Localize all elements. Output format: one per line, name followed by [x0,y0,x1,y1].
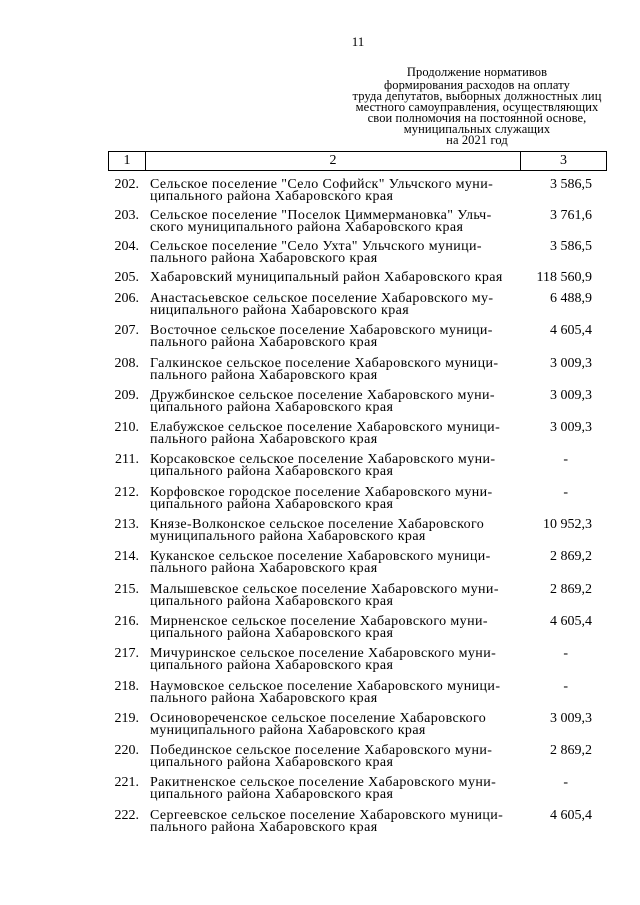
table-row [0,807,640,842]
row-value: 3 586,5 [550,239,592,254]
table-row [0,613,640,648]
row-name [150,678,501,706]
column-header-value: 3 [560,153,567,168]
row-name-line: Галкинское сельское поселение Хабаровского муници- [150,355,499,371]
header-line: муниципальных служащих [403,122,551,136]
row-value: 3 009,3 [550,387,592,403]
row-name [150,745,492,769]
table-row [0,387,640,422]
row-name-line: ниципального района Хабаровского края [150,303,410,318]
row-number: 220. [114,743,139,759]
table-row [0,293,640,325]
row-name-line: ципального района Хабаровского края [150,496,394,512]
row-number: 221. [114,775,139,791]
row-name [150,777,496,801]
row-name [150,519,484,543]
row-value: 2 869,2 [550,581,592,597]
row-name-line: Ракитненское сельское поселение Хабаровского муни- [150,775,497,791]
row-value: 4 605,4 [550,613,592,629]
row-name [150,272,503,284]
row-name-line: Побединское сельское поселение Хабаровского муни- [150,743,493,759]
row-name-line: ципального района Хабаровского края [150,658,394,674]
table-body [0,179,640,842]
row-name-line: Елабужское сельское поселение Хабаровского муници- [150,420,501,436]
row-name [150,325,493,349]
row-name [150,210,492,234]
header-line: на 2021 год [446,133,508,147]
row-value: 3 009,3 [550,710,592,726]
table-row [0,355,640,390]
row-name [150,387,495,415]
row-name-line: Куканское сельское поселение Хабаровского муници- [150,549,491,565]
row-name-line: пального района Хабаровского края [150,251,378,266]
row-name [150,710,487,738]
row-number: 208. [114,355,139,371]
row-value: - [563,775,568,791]
row-name-line: ципального района Хабаровского края [150,787,394,803]
table-row [0,422,640,454]
row-value: 3 761,6 [550,208,592,223]
row-number: 214. [114,549,139,565]
row-name [150,551,491,575]
table-row [0,777,640,809]
row-name-line: ского муниципального района Хабаровского края [150,220,464,235]
row-name [150,241,482,265]
row-name-line: Сельское поселение "Село Софийск" Ульчского муни- [150,177,494,192]
row-name-line: Малышевское сельское поселение Хабаровского муни- [150,581,499,597]
row-name-line: ципального района Хабаровского края [150,625,394,641]
row-name-line: пального района Хабаровского края [150,432,378,448]
row-name-line: Анастасьевское сельское поселение Хабаровского му- [150,291,494,306]
row-number: 212. [114,484,139,500]
row-name [150,293,493,317]
header-line: труда депутатов, выборных должностных лиц [352,89,602,103]
row-value: 3 009,3 [550,355,592,371]
row-name-line: Хабаровский муниципальный район Хабаровского края [150,270,503,285]
row-name-line: Мирненское сельское поселение Хабаровского муни- [150,613,488,629]
row-value: 4 605,4 [550,807,592,823]
table-row [0,551,640,583]
row-name-line: муниципального района Хабаровского края [150,722,426,738]
row-name [150,648,496,672]
row-value: - [563,678,568,694]
row-number: 209. [114,387,139,403]
row-name-line: Наумовское сельское поселение Хабаровского муници- [150,678,501,694]
header-line: местного самоуправления, осуществляющих [355,100,599,114]
row-name [150,355,499,383]
table-row [0,210,640,241]
row-name-line: Сельское поселение "Село Ухта" Ульчского муници- [150,239,482,254]
table-row [0,710,640,745]
table-row [0,648,640,680]
row-value: 2 869,2 [550,549,592,565]
row-name [150,179,493,203]
row-name-line: Князе-Волконское сельское поселение Хабаровского [150,517,485,533]
row-name-line: пального района Хабаровского края [150,690,378,706]
row-name-line: пального района Хабаровского края [150,335,378,351]
row-name-line: пального района Хабаровского края [150,561,378,577]
header-line: свои полномочия на постоянной основе, [367,111,587,125]
table-row [0,179,640,210]
row-name-line: Восточное сельское поселение Хабаровского муници- [150,323,493,339]
header-title: Продолжение нормативов [406,65,548,79]
row-name-line: пального района Хабаровского края [150,367,378,383]
row-name-line: ципального района Хабаровского края [150,464,394,480]
page-number: 11 [351,34,365,49]
row-name-line: пального района Хабаровского края [150,819,378,835]
row-name-line: Дружбинское сельское поселение Хабаровского муни- [150,387,495,403]
row-value: 10 952,3 [543,517,592,533]
row-name-line: ципального района Хабаровского края [150,755,394,771]
column-header-name: 2 [146,152,521,170]
row-name-line: ципального района Хабаровского края [150,399,394,415]
row-value: 6 488,9 [550,291,592,306]
row-name [150,454,495,478]
row-name-line: Осиновореченское сельское поселение Хабаровского [150,710,487,726]
row-name [150,422,500,446]
row-name [150,613,488,641]
row-value: 3 586,5 [550,177,592,192]
row-number: 219. [114,710,139,726]
row-name-line: Корфовское городское поселение Хабаровского муни- [150,484,493,500]
table-row [0,325,640,357]
row-number: 202. [114,177,139,192]
row-value: 3 009,3 [550,420,592,436]
row-name-line: Мичуринское сельское поселение Хабаровского муни- [150,646,497,662]
table-row [0,484,640,519]
row-number: 207. [114,323,139,339]
table-row [0,581,640,616]
row-number: 203. [114,208,139,223]
table-header [108,151,607,171]
table-row [0,241,640,272]
row-number: 215. [114,581,139,597]
table-row [0,519,640,551]
row-name-line: Корсаковское сельское поселение Хабаровского муни- [150,452,496,468]
table-row [0,678,640,713]
row-name-line: ципального района Хабаровского края [150,593,394,609]
row-name-line: муниципального района Хабаровского края [150,529,426,545]
row-number: 205. [114,270,139,285]
row-number: 216. [114,613,139,629]
row-name-line: Сельское поселение "Поселок Циммермановка" Ульч- [150,208,492,223]
row-value: - [563,484,568,500]
header-subtitle [340,80,614,146]
row-number: 217. [114,646,139,662]
row-number: 206. [114,291,139,306]
table-row [0,272,640,293]
row-number: 211. [115,452,139,468]
row-number: 213. [114,517,139,533]
row-value: 2 869,2 [550,743,592,759]
header-line: формирования расходов на оплату [384,78,570,92]
row-value: 118 560,9 [536,270,592,285]
row-value: - [563,452,568,468]
row-name-line: Сергеевское сельское поселение Хабаровского муници- [150,807,504,823]
row-name [150,484,493,512]
row-number: 210. [114,420,139,436]
row-name [150,581,499,609]
table-row [0,745,640,777]
row-name-line: ципального района Хабаровского края [150,189,394,204]
row-value: 4 605,4 [550,323,592,339]
row-number: 218. [114,678,139,694]
row-number: 222. [114,807,139,823]
table-row [0,454,640,486]
row-name [150,807,504,835]
column-header-number: 1 [109,152,146,170]
row-number: 204. [114,239,139,254]
row-value: - [563,646,568,662]
